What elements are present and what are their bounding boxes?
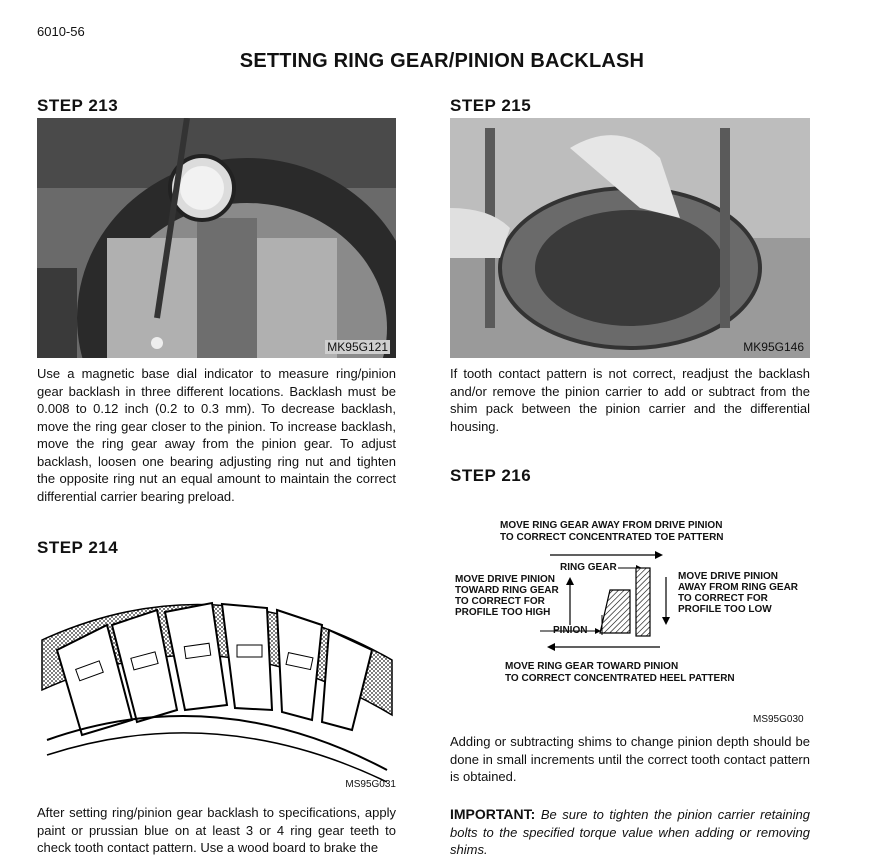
diagram-bottom-label-1: MOVE RING GEAR TOWARD PINION bbox=[505, 661, 679, 672]
step-215-photo bbox=[450, 118, 810, 358]
page-number: 6010-56 bbox=[37, 24, 85, 39]
ring-gear-teeth-illustration bbox=[37, 570, 396, 785]
step-214-figure bbox=[37, 570, 396, 790]
important-label: IMPORTANT: bbox=[450, 806, 536, 822]
pinion-carrier-photo-image bbox=[450, 118, 810, 358]
diagram-right-label-1: MOVE DRIVE PINION bbox=[678, 571, 779, 582]
diagram-left-label-2: TOWARD RING GEAR bbox=[455, 585, 559, 596]
step-215-text: If tooth contact pattern is not correct, readjust the backlash and/or remove the pinion carrier to add or subtract from the shim pack between the pinion carrier and the differential housing. bbox=[450, 366, 810, 434]
diagram-top-label-2: TO CORRECT CONCENTRATED TOE PATTERN bbox=[500, 532, 724, 543]
important-text: Be sure to tighten the pinion carrier retaining bolts to the specified torque value when adding or removing shims. bbox=[450, 807, 810, 857]
step-213-text: Use a magnetic base dial indicator to measure ring/pinion gear backlash in three different locations. Backlash must be 0.008 to 0.12 inch (0.2 to 0.3 mm). To decrease backlash, move the ring gear closer to the pinion. To increase backlash, move the ring gear away from the pinion gear. To adjust backlash, loosen one bearing adjusting ring nut and tighten the opposite ring nut an equal amount to maintain the correct differential carrier bearing preload. bbox=[37, 366, 396, 504]
diagram-left-label-4: PROFILE TOO HIGH bbox=[455, 607, 551, 618]
diagram-right-label-4: PROFILE TOO LOW bbox=[678, 604, 772, 615]
step-213-photo bbox=[37, 118, 396, 358]
tooth-contact-diagram bbox=[450, 515, 810, 715]
step-214-heading: STEP 214 bbox=[37, 538, 119, 557]
diagram-right-label-3: TO CORRECT FOR bbox=[678, 593, 768, 604]
diagram-bottom-label-2: TO CORRECT CONCENTRATED HEEL PATTERN bbox=[505, 673, 735, 684]
step-213-photo-code: MK95G121 bbox=[327, 340, 388, 354]
step-215-heading: STEP 215 bbox=[450, 96, 532, 115]
dial-indicator-photo-image bbox=[37, 118, 396, 358]
step-213-heading: STEP 213 bbox=[37, 96, 119, 115]
page-title: SETTING RING GEAR/PINION BACKLASH bbox=[239, 50, 645, 72]
step-214-figure-code: MS95G031 bbox=[345, 779, 396, 790]
diagram-top-label-1: MOVE RING GEAR AWAY FROM DRIVE PINION bbox=[500, 520, 723, 531]
important-note bbox=[450, 806, 810, 859]
step-215-photo-code: MK95G146 bbox=[743, 340, 804, 354]
step-216-text: Adding or subtracting shims to change pinion depth should be done in small increments until the correct tooth contact pattern is obtained. bbox=[450, 734, 810, 784]
step-216-heading: STEP 216 bbox=[450, 466, 532, 485]
diagram-left-label-3: TO CORRECT FOR bbox=[455, 596, 545, 607]
step-216-figure-code: MS95G030 bbox=[753, 714, 804, 725]
diagram-left-label-1: MOVE DRIVE PINION bbox=[455, 574, 556, 585]
pinion-label: PINION bbox=[553, 625, 588, 636]
ring-gear-label: RING GEAR bbox=[560, 562, 617, 573]
diagram-right-label-2: AWAY FROM RING GEAR bbox=[678, 582, 799, 593]
step-214-text: After setting ring/pinion gear backlash to specifications, apply paint or prussian blue on at least 3 or 4 ring gear teeth to check tooth contact pattern. Use a wood board to brake the bbox=[37, 805, 396, 855]
